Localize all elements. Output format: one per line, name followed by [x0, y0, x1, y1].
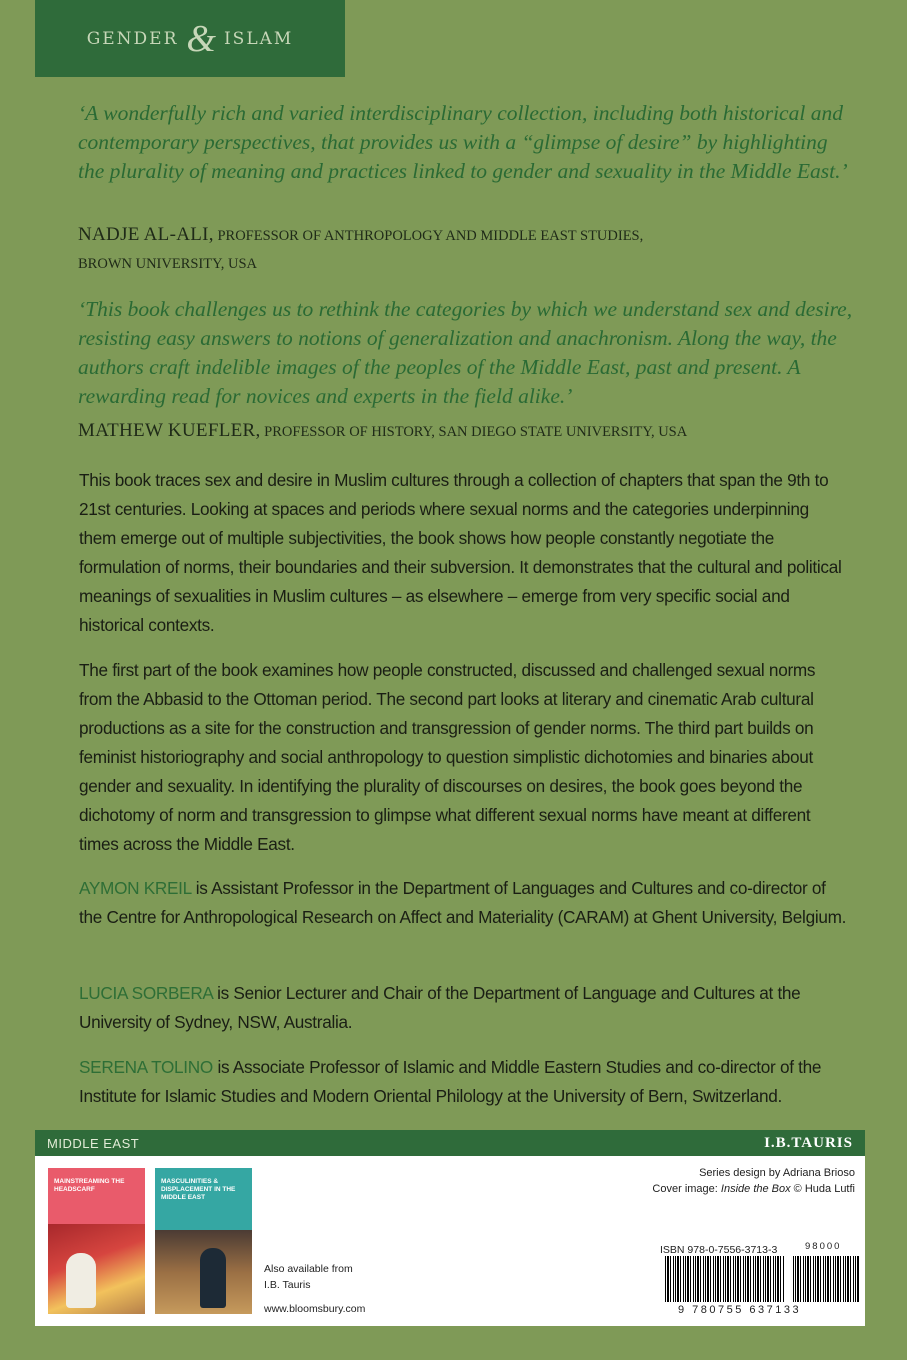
cover-figure [200, 1248, 226, 1308]
cover-photo [48, 1224, 145, 1314]
series-ampersand: & [186, 17, 216, 60]
barcode-gap [785, 1256, 793, 1302]
cover-figure [66, 1253, 96, 1308]
cover-image-credit: © Huda Lutfi [790, 1183, 855, 1195]
endorser-name: MATHEW KUEFLER, [78, 420, 261, 441]
author-bio-text: is Associate Professor of Islamic and Middle Eastern Studies and co-director of the Institute for Islamic Studies and Modern Oriental Philology at the University of Bern, Switzerland. [79, 1057, 822, 1106]
footer-bar [35, 1130, 865, 1156]
endorser-affiliation: PROFESSOR OF ANTHROPOLOGY AND MIDDLE EAST STUDIES, [217, 228, 644, 244]
related-book-title-1: MAINSTREAMING THE HEADSCARF [54, 1178, 125, 1193]
author-bio-2 [79, 979, 849, 1037]
isbn: ISBN 978-0-7556-3713-3 [660, 1244, 778, 1256]
endorsement-quote-1: ‘A wonderfully rich and varied interdisciplinary collection, including both historical and contemporary perspectives, that provides us with a “glimpse of desire” by highlighting the plurality of meaning and practices linked to gender and sexuality in the Middle East.’ [78, 101, 848, 183]
author-bio-text: is Senior Lecturer and Chair of the Department of Language and Cultures at the University of Sydney, NSW, Australia. [79, 983, 801, 1032]
related-book-title-2: MASCULINITIES & DISPLACEMENT IN THE MIDDLE EAST [161, 1178, 236, 1201]
series-word-gender: GENDER [86, 28, 179, 49]
endorser-affiliation-line2: BROWN UNIVERSITY, USA [78, 256, 257, 272]
endorsement-attribution-1 [78, 221, 868, 278]
series-banner [35, 0, 345, 77]
website-link[interactable]: www.bloomsbury.com [264, 1303, 366, 1315]
barcode [665, 1256, 860, 1302]
author-name: SERENA TOLINO [79, 1057, 213, 1077]
cover-prefix: Cover image: [652, 1183, 721, 1195]
barcode-addon-number: 98000 [805, 1241, 842, 1252]
related-book-cover-2 [155, 1168, 252, 1314]
description-paragraph-1: This book traces sex and desire in Muslim cultures through a collection of chapters that span the 9th to 21st centuries. Looking at spaces and periods where sexual norms and the categories underpinning them emerge out of multiple subjectivities, the book shows how people constantly negotiate the formulation of norms, their boundaries and their subversion. It demonstrates that the cultural and political meanings of sexualities in Muslim cultures – as elsewhere – emerge from very specific social and historical contexts. [79, 470, 842, 635]
cover-credits [652, 1165, 855, 1197]
related-book-cover-1 [48, 1168, 145, 1314]
also-available-publisher: I.B. Tauris [264, 1279, 311, 1291]
cover-image-title: Inside the Box [720, 1183, 791, 1195]
endorsement-attribution-2 [78, 417, 868, 446]
author-bio-1 [79, 874, 849, 932]
publisher-logo: I.B.TAURIS [764, 1134, 853, 1151]
endorser-affiliation: PROFESSOR OF HISTORY, SAN DIEGO STATE UNIVERSITY, USA [264, 424, 688, 440]
author-name: LUCIA SORBERA [79, 983, 213, 1003]
series-design-credit: Series design by Adriana Brioso [699, 1167, 855, 1179]
series-word-islam: ISLAM [223, 28, 294, 49]
also-available-text: Also available from [264, 1263, 353, 1275]
barcode-number: 9 780755 637133 [678, 1304, 802, 1316]
author-bio-text: is Assistant Professor in the Department of Languages and Cultures and co-director of the Centre for Anthropological Research on Affect and Materiality (CARAM) at Ghent University, Belgium. [79, 878, 847, 927]
endorsement-quote-2: ‘This book challenges us to rethink the categories by which we understand sex and desire, resisting easy answers to notions of generalization and anachronism. Along the way, the authors craft indelible images of the peoples of the Middle East, past and present. A rewarding read for novices and experts in the field alike.’ [78, 297, 853, 408]
author-name: AYMON KREIL [79, 878, 192, 898]
also-available [264, 1261, 353, 1293]
endorser-name: NADJE AL-ALI, [78, 224, 214, 245]
description-paragraph-2: The first part of the book examines how people constructed, discussed and challenged sexual norms from the Abbasid to the Ottoman period. The second part looks at literary and cinematic Arab cultural productions as a site for the construction and transgression of gender norms. The third part builds on feminist historiography and social anthropology to question simplistic dichotomies and binaries about gender and sexuality. In identifying the plurality of discourses on desires, the book goes beyond the dichotomy of norm and transgression to glimpse what different sexual norms have meant at different times across the Middle East. [79, 660, 816, 854]
author-bio-3 [79, 1053, 849, 1111]
category-label: MIDDLE EAST [47, 1135, 140, 1151]
